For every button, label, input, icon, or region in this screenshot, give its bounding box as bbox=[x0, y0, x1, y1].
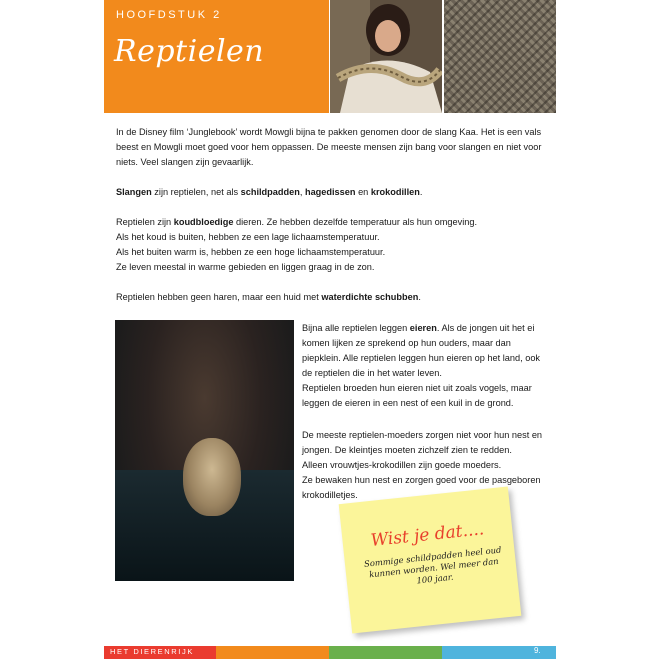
text-run: Alleen vrouwtjes-krokodillen zijn goede moeders. bbox=[302, 460, 502, 470]
text-run: De meeste reptielen-moeders zorgen niet voor hun nest en jongen. De kleintjes moeten zichzelf zien te redden. bbox=[302, 430, 543, 455]
reptile-groups-paragraph bbox=[116, 185, 548, 200]
intro-paragraph bbox=[116, 125, 548, 170]
text-run: dieren. Ze hebben dezelfde temperatuur als hun omgeving. bbox=[233, 217, 478, 227]
text-run: Ze bewaken hun nest en zorgen goed voor de pasgeboren krokodilletjes. bbox=[302, 475, 541, 500]
footer-bar-green bbox=[329, 646, 442, 659]
text-run: . Als de jongen uit het ei komen lijken ze sprekend op hun ouders, maar dan piepklein. Alle reptielen leggen hun eieren op het land, ook de reptielen die in het water leven. bbox=[302, 323, 541, 378]
bold-term: waterdichte schubben bbox=[321, 292, 419, 302]
text-run: Reptielen zijn bbox=[116, 217, 174, 227]
photo-snake-skin bbox=[444, 0, 556, 113]
sticky-note-title: Wist je dat.... bbox=[369, 519, 486, 552]
turtle-head bbox=[183, 438, 241, 516]
footer-bar-orange bbox=[216, 646, 329, 659]
text-run: Reptielen broeden hun eieren niet uit zoals vogels, maar leggen de eieren in een nest of een kuil in de grond. bbox=[302, 383, 532, 408]
chapter-label: HOOFDSTUK 2 bbox=[116, 9, 222, 21]
text-run: , bbox=[299, 187, 305, 197]
photo-sea-turtle bbox=[115, 320, 294, 581]
chapter-header bbox=[104, 0, 329, 113]
text-run: Als het buiten warm is, hebben ze een hoge lichaamstemperatuur. bbox=[116, 247, 386, 257]
mothers-paragraph bbox=[302, 428, 552, 503]
bold-term: koudbloedige bbox=[173, 217, 234, 227]
text-run: Als het koud is buiten, hebben ze een lage lichaamstemperatuur. bbox=[116, 232, 380, 242]
scales-paragraph bbox=[116, 290, 548, 305]
cold-blooded-paragraph bbox=[116, 215, 548, 275]
footer-label: HET DIERENRIJK bbox=[110, 647, 194, 656]
page-number: 9. bbox=[534, 646, 541, 655]
photo-woman-illustration bbox=[330, 0, 442, 113]
page-title: Reptielen bbox=[114, 34, 265, 69]
text-run: Ze leven meestal in warme gebieden en liggen graag in de zon. bbox=[116, 262, 375, 272]
photo-woman-with-snake bbox=[330, 0, 442, 113]
bold-term: krokodillen bbox=[370, 187, 420, 197]
bold-term: eieren bbox=[409, 323, 437, 333]
bold-term: schildpadden bbox=[240, 187, 300, 197]
text-run: zijn reptielen, net als bbox=[151, 187, 241, 197]
sticky-note bbox=[339, 486, 522, 633]
bold-term: Slangen bbox=[116, 187, 152, 197]
text-run: . bbox=[418, 292, 421, 302]
sticky-note-text: Sommige schildpadden heel oud kunnen worden. Wel meer dan 100 jaar. bbox=[363, 544, 502, 586]
eggs-paragraph bbox=[302, 321, 552, 411]
bold-term: hagedissen bbox=[304, 187, 356, 197]
text-run: en bbox=[355, 187, 371, 197]
text-run: Reptielen hebben geen haren, maar een huid met bbox=[116, 292, 322, 302]
text-run: Bijna alle reptielen leggen bbox=[302, 323, 410, 333]
text-run: In de Disney film ‘Junglebook’ wordt Mowgli bijna te pakken genomen door de slang Kaa. Het is een vals beest en Mowgli moet goed voor hem oppassen. De meeste mensen zijn bang voor slangen en niet voor niets. Veel slangen zijn gevaarlijk. bbox=[116, 127, 542, 167]
text-run: . bbox=[419, 187, 423, 197]
